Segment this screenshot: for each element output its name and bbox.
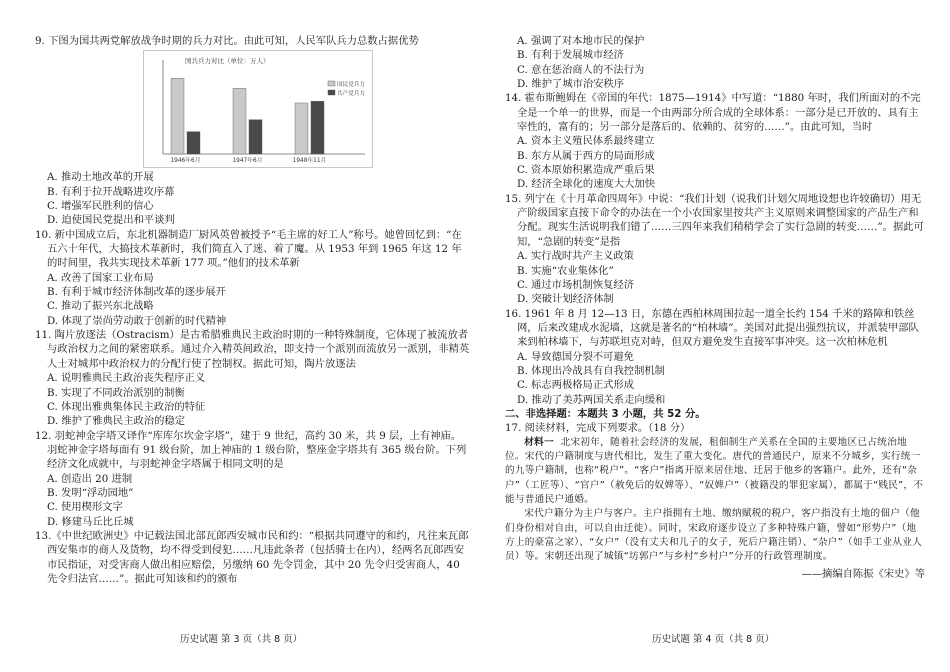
- question-13-stem: 13.《中世纪欧洲史》中记载法国北部瓦郎西安城市民和约：“根据共同遵守的和约，凡往来瓦郎西安集市的商人及货物，均不得受到侵犯……凡违此条者（包括骑士在内），经两名瓦郎西安市民指证，对受害商人做出相应赔偿，另缴纳 60 先令罚金，其中 20 先令归受害商人，40 先令归法官……”。据此可知该和约的颁布: [35, 529, 469, 585]
- question-13-option-d: D. 维护了城市治安秩序: [517, 78, 625, 91]
- legend-swatch: [328, 90, 335, 95]
- legend-label: 国民党兵力: [337, 82, 365, 89]
- question-17-material-1-para-2: 宋代户籍分为主户与客户。主户指拥有土地、缴纳赋税的税户，客户指没有土地的佃户（他们身份相对自由，可以自由迁徙）。同时，宋政府逐步设立了多种特殊户籍，譬如“形势户”（地方上的豪富之家）、“女户”（没有丈夫和儿子的女子，死后户籍注销）、“杂户”（如手工业从业人员）等。宋朝还出现了城镇“坊郭户”与乡村“乡村户”分开的行政管理制度。: [505, 508, 923, 563]
- question-13-option-a: A. 强调了对本地市民的保护: [517, 35, 645, 47]
- page-footer-right: 历史试题 第 4 页（共 8 页）: [652, 634, 775, 645]
- question-11-option-b: B. 实现了不同政治派别的制衡: [47, 386, 185, 399]
- question-11-option-c: C. 体现出雅典集体民主政治的特征: [47, 400, 206, 413]
- bar-kmt-3: [295, 103, 308, 154]
- question-13-option-b: B. 有利于发展城市经济: [517, 49, 624, 62]
- bar-cpc-1: [187, 132, 200, 154]
- question-14-option-a: A. 资本主义殖民体系最终建立: [517, 135, 655, 148]
- legend-label: 共产党兵力: [337, 91, 365, 98]
- legend-swatch: [328, 81, 335, 86]
- bar-cpc-3: [311, 102, 324, 155]
- x-tick-label: 1946年6月: [170, 158, 201, 165]
- bar-kmt-2: [233, 89, 246, 155]
- question-12-stem: 12. 羽蛇神金字塔又译作“库库尔坎金字塔”，建于 9 世纪，高约 30 米，共 9 层，上有神庙。羽蛇神金字塔每面有 91 级台阶，加上神庙的 1 级台阶，整座金字塔共有 365 级台阶。下列经济文化成就中，与羽蛇神金字塔属于相同文明的是: [35, 429, 467, 471]
- question-12-option-b: B. 发明“浮动园地”: [47, 486, 134, 499]
- question-14-stem: 14. 霍布斯鲍姆在《帝国的年代：1875—1914》中写道：“1880 年时，我们所面对的不完全是一个单一的世界，而是一个由两部分所合成的全球体系：一部分是已开放的、具有主宰性的，富有的；另一部分是落后的、依赖的、贫穷的……”。由此可知，当时: [505, 92, 921, 134]
- question-15-stem: 15. 列宁在《十月革命四周年》中说：“我们计划（说我们计划欠周地设想也许较确切）用无产阶级国家直接下命令的办法在一个小农国家里按共产主义原则来调整国家的产品生产和分配。现实生活说明我们错了……三四年来我们稍稍学会了实行急剧的转变……”。据此可知，“急剧的转变”是指: [505, 192, 924, 248]
- chart-title: 国共兵力对比（单位：万人）: [185, 57, 270, 66]
- question-13-option-c: C. 意在惩治商人的不法行为: [517, 63, 645, 76]
- question-9-option-c: C. 增强军民胜利的信心: [47, 200, 154, 213]
- bar-kmt-1: [171, 79, 184, 155]
- question-17-material-1-para-1: [505, 436, 925, 508]
- question-16-option-b: B. 体现出冷战具有自我控制机制: [517, 364, 665, 377]
- question-11-option-a: A. 说明雅典民主政治丧失程序正义: [47, 372, 206, 385]
- question-9-option-d: D. 迫使国民党提出和平谈判: [47, 214, 175, 227]
- material-1-para-1-text: 北宋初年，随着社会经济的发展，租佃制生产关系在全国的主要地区已占统治地位。宋代的户籍制度与唐代相比，发生了重大变化。唐代的普通民户，原来不分城乡，实行统一的九等户籍制，也称“税户”。“客户”指离开原来居住地、迁居于他乡的客籍户。此外，还有“杂户”（工匠等）、“官户”（赦免后的奴婢等）、“奴婢户”（被籍没的罪犯家属），都属于“贱民”，不能与普通民户通婚。: [505, 436, 924, 505]
- page-footer-left: 历史试题 第 3 页（共 8 页）: [180, 634, 303, 645]
- question-14-option-c: C. 资本原始积累造成严重后果: [517, 164, 655, 177]
- question-12-option-d: D. 修建马丘比丘城: [47, 515, 134, 528]
- x-tick-label: 1947年6月: [232, 158, 263, 165]
- question-15-option-d: D. 突破计划经济体制: [517, 293, 614, 306]
- question-12-option-a: A. 创造出 20 进制: [47, 472, 133, 485]
- question-16-option-c: C. 标志两极格局正式形成: [517, 379, 635, 392]
- question-10-option-b: B. 有利于城市经济体制改革的逐步展开: [47, 286, 226, 299]
- bar-cpc-2: [249, 120, 262, 154]
- question-9-option-a: A. 推动土地改革的开展: [47, 171, 154, 184]
- question-15-option-b: B. 实施“农业集体化”: [517, 264, 614, 277]
- right-column: [505, 34, 925, 581]
- left-column: [35, 34, 471, 586]
- material-source: ——摘编自陈振《宋史》等: [801, 567, 925, 580]
- troop-comparison-chart: [143, 50, 373, 168]
- question-9-stem: 9. 下图为国共两党解放战争时期的兵力对比。由此可知，人民军队兵力总数占据优势: [35, 35, 419, 47]
- question-17-stem: 17. 阅读材料，完成下列要求。（18 分）: [505, 422, 691, 435]
- question-11-option-d: D. 维护了雅典民主政治的稳定: [47, 415, 185, 428]
- question-14-option-b: B. 东方从属于西方的局面形成: [517, 149, 655, 162]
- section-heading: 二、非选择题：本题共 3 小题，共 52 分。: [505, 407, 706, 420]
- x-tick-label: 1948年11月: [292, 158, 327, 165]
- question-16-option-a: A. 导致德国分裂不可避免: [517, 350, 634, 363]
- question-9-option-b: B. 有利于拉开战略进攻序幕: [47, 185, 175, 198]
- question-10-option-c: C. 推动了振兴东北战略: [47, 300, 154, 313]
- question-16-option-d: D. 推动了美苏两国关系走向缓和: [517, 393, 666, 406]
- question-12-option-c: C. 使用楔形文字: [47, 501, 123, 514]
- question-10-option-a: A. 改善了国家工业布局: [47, 271, 154, 284]
- question-11-stem: 11. 陶片放逐法（Ostracism）是古希腊雅典民主政治时期的一种特殊制度，它体现了被流放者与政治权力之间的紧密联系。通过介入精英间政治，即支持一个派别而流放另一派别，非精英人士对城邦中政治权力的分配行使了控制权。据此可知，陶片放逐法: [35, 329, 470, 370]
- question-15-option-c: C. 通过市场机制恢复经济: [517, 278, 635, 291]
- question-10-option-d: D. 体现了崇尚劳动敢于创新的时代精神: [47, 314, 227, 327]
- question-16-stem: 16. 1961 年 8 月 12—13 日，东德在西柏林周围拉起一道全长约 154 千米的路障和铁丝网，后来改建成水泥墙，这就是著名的“柏林墙”。美国对此提出强烈抗议，并派装甲部队来到柏林墙下，与苏联坦克对峙，但双方避免发生直接军事冲突。这一次柏林危机: [505, 307, 919, 349]
- question-15-option-a: A. 实行战时共产主义政策: [517, 250, 634, 263]
- question-10-stem: 10. 新中国成立后，东北机器制造厂厨风英曾被授予“毛主席的好工人”称号。她曾回忆到：“在五六十年代，大搞技术革新时，我们简直入了迷、着了魔。从 1953 年到 1965 年这 12 年的时间里，我共实现技术革新 177 项。”他们的技术革新: [35, 228, 462, 270]
- question-14-option-d: D. 经济全球化的速度大大加快: [517, 178, 655, 191]
- material-label: 材料一: [524, 436, 554, 448]
